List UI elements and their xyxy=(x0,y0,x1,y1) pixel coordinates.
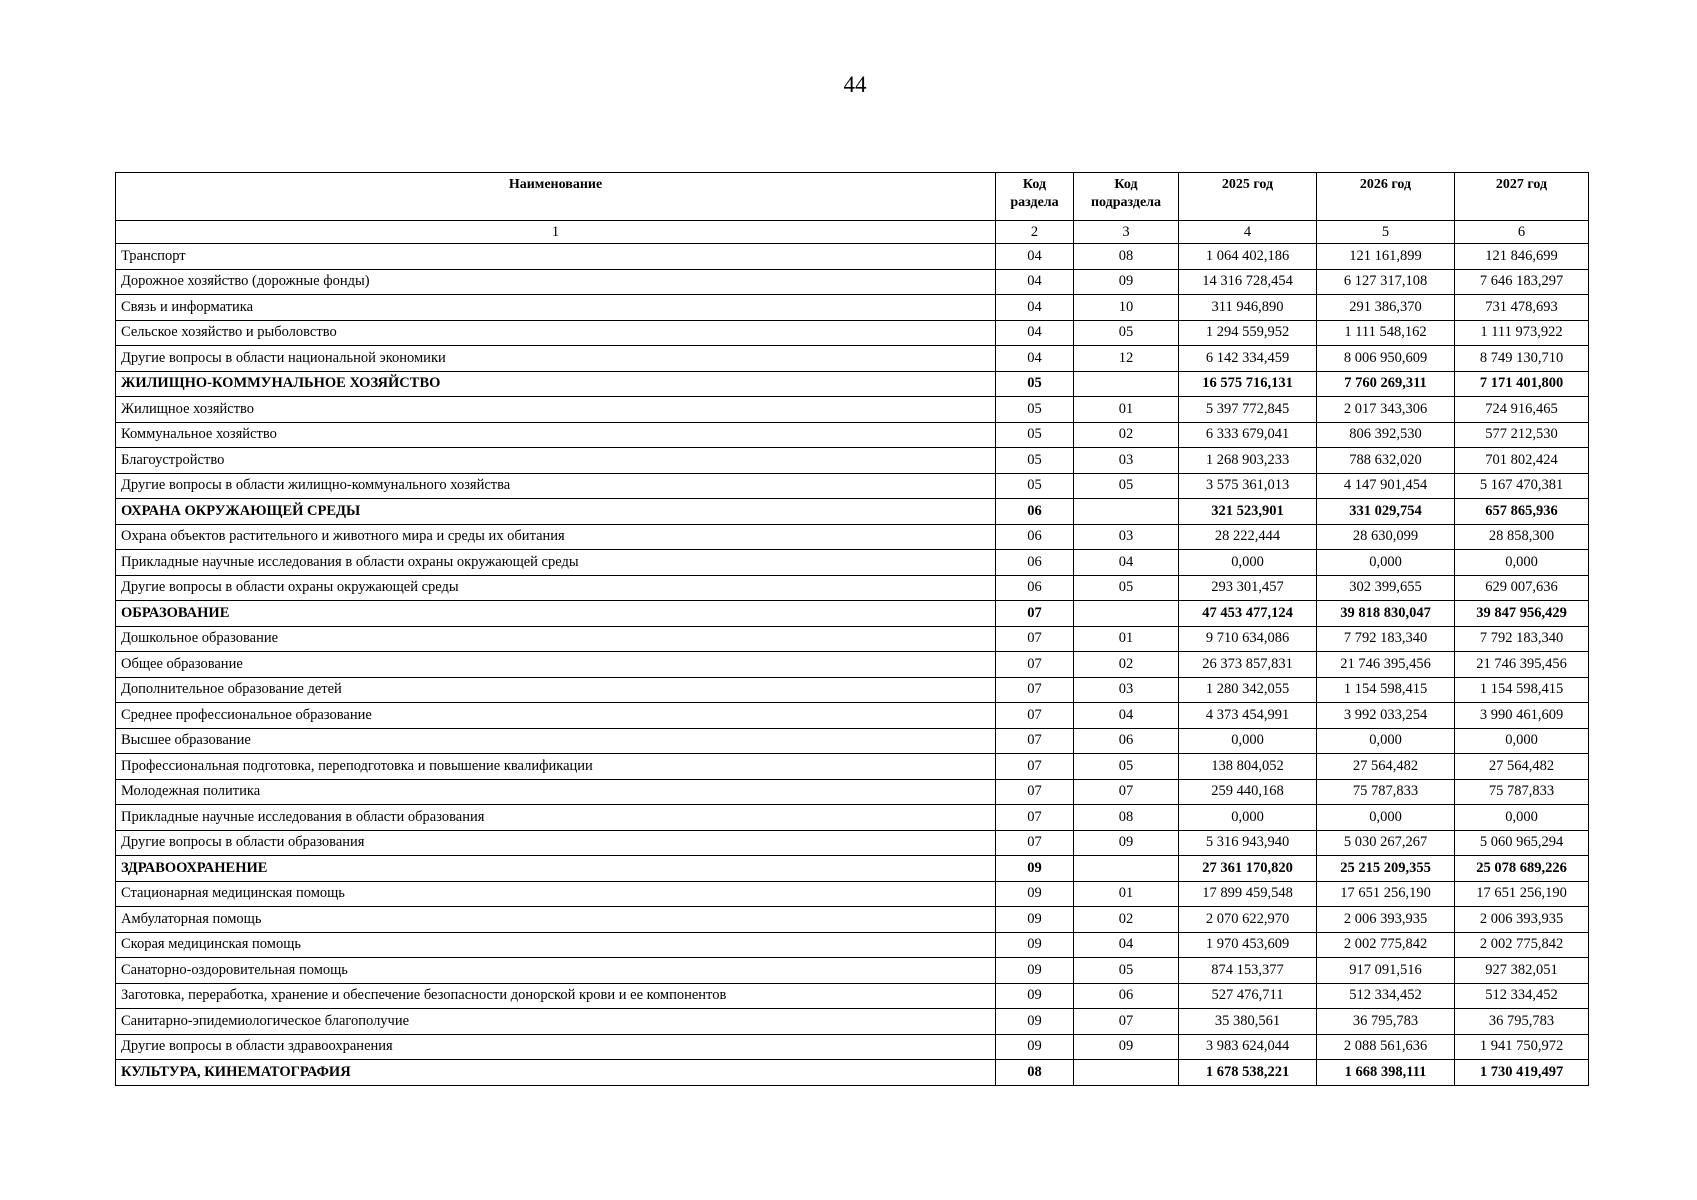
row-value-2027: 1 154 598,415 xyxy=(1455,677,1589,703)
row-name: Среднее профессиональное образование xyxy=(116,703,996,729)
row-value-2027: 7 171 401,800 xyxy=(1455,371,1589,397)
table-row xyxy=(116,728,1589,754)
row-value-2025: 35 380,561 xyxy=(1179,1009,1317,1035)
row-section-code: 05 xyxy=(996,371,1074,397)
row-value-2025: 47 453 477,124 xyxy=(1179,601,1317,627)
row-section-code: 07 xyxy=(996,805,1074,831)
row-value-2027: 17 651 256,190 xyxy=(1455,881,1589,907)
row-section-code: 06 xyxy=(996,499,1074,525)
row-value-2027: 7 792 183,340 xyxy=(1455,626,1589,652)
row-value-2027: 36 795,783 xyxy=(1455,1009,1589,1035)
row-value-2027: 701 802,424 xyxy=(1455,448,1589,474)
row-value-2027: 121 846,699 xyxy=(1455,244,1589,270)
row-value-2027: 7 646 183,297 xyxy=(1455,269,1589,295)
row-value-2026: 4 147 901,454 xyxy=(1317,473,1455,499)
table-row xyxy=(116,703,1589,729)
row-value-2026: 7 760 269,311 xyxy=(1317,371,1455,397)
row-value-2026: 3 992 033,254 xyxy=(1317,703,1455,729)
row-subsection-code: 09 xyxy=(1074,830,1179,856)
table-row xyxy=(116,932,1589,958)
header-row xyxy=(116,173,1589,221)
row-section-code: 09 xyxy=(996,932,1074,958)
row-name: Заготовка, переработка, хранение и обеспечение безопасности донорской крови и ее компонентов xyxy=(116,983,996,1009)
row-section-code: 07 xyxy=(996,779,1074,805)
row-value-2025: 27 361 170,820 xyxy=(1179,856,1317,882)
row-subsection-code: 12 xyxy=(1074,346,1179,372)
row-value-2027: 0,000 xyxy=(1455,728,1589,754)
row-value-2025: 3 575 361,013 xyxy=(1179,473,1317,499)
table-body xyxy=(116,244,1589,1086)
row-value-2027: 724 916,465 xyxy=(1455,397,1589,423)
header-year-2027: 2027 год xyxy=(1455,173,1589,221)
row-value-2026: 806 392,530 xyxy=(1317,422,1455,448)
row-subsection-code xyxy=(1074,371,1179,397)
row-value-2025: 4 373 454,991 xyxy=(1179,703,1317,729)
column-number: 6 xyxy=(1455,221,1589,244)
header-section-code: Код раздела xyxy=(996,173,1074,221)
column-number: 4 xyxy=(1179,221,1317,244)
header-year-2025: 2025 год xyxy=(1179,173,1317,221)
column-number: 3 xyxy=(1074,221,1179,244)
row-section-code: 07 xyxy=(996,626,1074,652)
table-row xyxy=(116,295,1589,321)
section-total-row xyxy=(116,499,1589,525)
row-value-2027: 577 212,530 xyxy=(1455,422,1589,448)
row-value-2026: 917 091,516 xyxy=(1317,958,1455,984)
header-subsection-code: Код подраздела xyxy=(1074,173,1179,221)
row-name: Профессиональная подготовка, переподготовка и повышение квалификации xyxy=(116,754,996,780)
row-value-2026: 1 111 548,162 xyxy=(1317,320,1455,346)
column-number: 5 xyxy=(1317,221,1455,244)
section-total-row xyxy=(116,1060,1589,1086)
row-section-code: 09 xyxy=(996,1034,1074,1060)
row-name: Другие вопросы в области образования xyxy=(116,830,996,856)
row-subsection-code: 05 xyxy=(1074,754,1179,780)
table-header xyxy=(116,173,1589,244)
row-section-code: 05 xyxy=(996,448,1074,474)
row-name: Стационарная медицинская помощь xyxy=(116,881,996,907)
row-value-2025: 1 678 538,221 xyxy=(1179,1060,1317,1086)
row-subsection-code: 08 xyxy=(1074,805,1179,831)
section-total-row xyxy=(116,371,1589,397)
row-section-code: 07 xyxy=(996,728,1074,754)
row-value-2026: 331 029,754 xyxy=(1317,499,1455,525)
row-name: Дорожное хозяйство (дорожные фонды) xyxy=(116,269,996,295)
row-subsection-code: 06 xyxy=(1074,983,1179,1009)
table-row xyxy=(116,346,1589,372)
row-name: Другие вопросы в области жилищно-коммунального хозяйства xyxy=(116,473,996,499)
row-value-2027: 629 007,636 xyxy=(1455,575,1589,601)
row-value-2025: 0,000 xyxy=(1179,550,1317,576)
row-subsection-code: 04 xyxy=(1074,932,1179,958)
row-value-2027: 927 382,051 xyxy=(1455,958,1589,984)
table-row xyxy=(116,958,1589,984)
row-value-2026: 291 386,370 xyxy=(1317,295,1455,321)
row-value-2025: 293 301,457 xyxy=(1179,575,1317,601)
row-subsection-code: 05 xyxy=(1074,575,1179,601)
row-value-2025: 1 064 402,186 xyxy=(1179,244,1317,270)
row-value-2026: 7 792 183,340 xyxy=(1317,626,1455,652)
row-subsection-code: 05 xyxy=(1074,473,1179,499)
row-section-code: 07 xyxy=(996,703,1074,729)
row-value-2026: 27 564,482 xyxy=(1317,754,1455,780)
row-value-2026: 1 154 598,415 xyxy=(1317,677,1455,703)
row-subsection-code: 01 xyxy=(1074,881,1179,907)
row-value-2026: 302 399,655 xyxy=(1317,575,1455,601)
row-section-code: 04 xyxy=(996,346,1074,372)
row-value-2025: 0,000 xyxy=(1179,805,1317,831)
row-value-2027: 1 111 973,922 xyxy=(1455,320,1589,346)
row-section-code: 04 xyxy=(996,320,1074,346)
row-value-2025: 3 983 624,044 xyxy=(1179,1034,1317,1060)
row-name: КУЛЬТУРА, КИНЕМАТОГРАФИЯ xyxy=(116,1060,996,1086)
table-row xyxy=(116,881,1589,907)
row-value-2027: 731 478,693 xyxy=(1455,295,1589,321)
row-value-2025: 0,000 xyxy=(1179,728,1317,754)
row-section-code: 07 xyxy=(996,754,1074,780)
row-subsection-code xyxy=(1074,856,1179,882)
row-value-2027: 39 847 956,429 xyxy=(1455,601,1589,627)
row-name: ОБРАЗОВАНИЕ xyxy=(116,601,996,627)
row-value-2025: 16 575 716,131 xyxy=(1179,371,1317,397)
row-value-2027: 512 334,452 xyxy=(1455,983,1589,1009)
row-section-code: 07 xyxy=(996,677,1074,703)
row-name: Молодежная политика xyxy=(116,779,996,805)
row-name: Амбулаторная помощь xyxy=(116,907,996,933)
row-value-2027: 2 006 393,935 xyxy=(1455,907,1589,933)
row-value-2026: 21 746 395,456 xyxy=(1317,652,1455,678)
row-section-code: 08 xyxy=(996,1060,1074,1086)
row-value-2027: 1 941 750,972 xyxy=(1455,1034,1589,1060)
row-value-2025: 321 523,901 xyxy=(1179,499,1317,525)
row-value-2027: 25 078 689,226 xyxy=(1455,856,1589,882)
row-value-2025: 17 899 459,548 xyxy=(1179,881,1317,907)
row-value-2025: 28 222,444 xyxy=(1179,524,1317,550)
row-value-2027: 5 060 965,294 xyxy=(1455,830,1589,856)
table-row xyxy=(116,422,1589,448)
row-value-2025: 6 333 679,041 xyxy=(1179,422,1317,448)
row-subsection-code: 02 xyxy=(1074,422,1179,448)
row-subsection-code: 08 xyxy=(1074,244,1179,270)
table-row xyxy=(116,652,1589,678)
row-section-code: 06 xyxy=(996,575,1074,601)
row-name: Дополнительное образование детей xyxy=(116,677,996,703)
header-name: Наименование xyxy=(116,173,996,221)
table-row xyxy=(116,677,1589,703)
row-name: Другие вопросы в области национальной экономики xyxy=(116,346,996,372)
row-name: ОХРАНА ОКРУЖАЮЩЕЙ СРЕДЫ xyxy=(116,499,996,525)
row-subsection-code: 04 xyxy=(1074,550,1179,576)
row-value-2025: 5 397 772,845 xyxy=(1179,397,1317,423)
row-section-code: 05 xyxy=(996,397,1074,423)
row-subsection-code: 05 xyxy=(1074,320,1179,346)
row-value-2025: 26 373 857,831 xyxy=(1179,652,1317,678)
row-name: Санитарно-эпидемиологическое благополучие xyxy=(116,1009,996,1035)
row-value-2025: 1 294 559,952 xyxy=(1179,320,1317,346)
row-value-2025: 6 142 334,459 xyxy=(1179,346,1317,372)
row-name: Общее образование xyxy=(116,652,996,678)
row-value-2025: 9 710 634,086 xyxy=(1179,626,1317,652)
row-value-2026: 6 127 317,108 xyxy=(1317,269,1455,295)
row-section-code: 07 xyxy=(996,830,1074,856)
row-value-2025: 1 280 342,055 xyxy=(1179,677,1317,703)
column-number: 1 xyxy=(116,221,996,244)
row-value-2027: 28 858,300 xyxy=(1455,524,1589,550)
row-value-2027: 0,000 xyxy=(1455,550,1589,576)
row-subsection-code xyxy=(1074,499,1179,525)
page-number: 44 xyxy=(843,72,867,97)
row-subsection-code xyxy=(1074,1060,1179,1086)
row-subsection-code xyxy=(1074,601,1179,627)
row-value-2026: 8 006 950,609 xyxy=(1317,346,1455,372)
table-row xyxy=(116,830,1589,856)
table-row xyxy=(116,983,1589,1009)
row-name: Транспорт xyxy=(116,244,996,270)
row-value-2027: 75 787,833 xyxy=(1455,779,1589,805)
table-row xyxy=(116,805,1589,831)
row-name: Дошкольное образование xyxy=(116,626,996,652)
row-name: Прикладные научные исследования в области охраны окружающей среды xyxy=(116,550,996,576)
row-value-2026: 1 668 398,111 xyxy=(1317,1060,1455,1086)
row-value-2027: 27 564,482 xyxy=(1455,754,1589,780)
row-value-2026: 2 006 393,935 xyxy=(1317,907,1455,933)
row-section-code: 09 xyxy=(996,1009,1074,1035)
row-name: ЗДРАВООХРАНЕНИЕ xyxy=(116,856,996,882)
table-row xyxy=(116,448,1589,474)
row-section-code: 06 xyxy=(996,524,1074,550)
row-name: Скорая медицинская помощь xyxy=(116,932,996,958)
row-value-2025: 2 070 622,970 xyxy=(1179,907,1317,933)
row-subsection-code: 06 xyxy=(1074,728,1179,754)
row-value-2027: 5 167 470,381 xyxy=(1455,473,1589,499)
table-row xyxy=(116,779,1589,805)
row-section-code: 09 xyxy=(996,856,1074,882)
row-name: Охрана объектов растительного и животного мира и среды их обитания xyxy=(116,524,996,550)
row-value-2027: 2 002 775,842 xyxy=(1455,932,1589,958)
row-value-2025: 1 268 903,233 xyxy=(1179,448,1317,474)
row-value-2025: 5 316 943,940 xyxy=(1179,830,1317,856)
row-section-code: 09 xyxy=(996,881,1074,907)
row-value-2026: 5 030 267,267 xyxy=(1317,830,1455,856)
row-subsection-code: 03 xyxy=(1074,524,1179,550)
table-row xyxy=(116,524,1589,550)
row-subsection-code: 04 xyxy=(1074,703,1179,729)
row-value-2025: 14 316 728,454 xyxy=(1179,269,1317,295)
row-value-2027: 0,000 xyxy=(1455,805,1589,831)
row-value-2025: 874 153,377 xyxy=(1179,958,1317,984)
row-subsection-code: 03 xyxy=(1074,448,1179,474)
row-value-2025: 259 440,168 xyxy=(1179,779,1317,805)
table-row xyxy=(116,1009,1589,1035)
row-value-2027: 3 990 461,609 xyxy=(1455,703,1589,729)
row-value-2026: 788 632,020 xyxy=(1317,448,1455,474)
row-name: Другие вопросы в области здравоохранения xyxy=(116,1034,996,1060)
row-subsection-code: 05 xyxy=(1074,958,1179,984)
table-row xyxy=(116,626,1589,652)
row-name: Другие вопросы в области охраны окружающей среды xyxy=(116,575,996,601)
row-value-2027: 8 749 130,710 xyxy=(1455,346,1589,372)
row-section-code: 04 xyxy=(996,295,1074,321)
row-value-2025: 138 804,052 xyxy=(1179,754,1317,780)
row-name: Прикладные научные исследования в области образования xyxy=(116,805,996,831)
row-value-2026: 75 787,833 xyxy=(1317,779,1455,805)
row-value-2027: 21 746 395,456 xyxy=(1455,652,1589,678)
row-value-2027: 1 730 419,497 xyxy=(1455,1060,1589,1086)
row-value-2026: 28 630,099 xyxy=(1317,524,1455,550)
row-section-code: 07 xyxy=(996,601,1074,627)
row-value-2026: 0,000 xyxy=(1317,728,1455,754)
row-name: Высшее образование xyxy=(116,728,996,754)
row-subsection-code: 02 xyxy=(1074,907,1179,933)
row-section-code: 05 xyxy=(996,422,1074,448)
row-section-code: 05 xyxy=(996,473,1074,499)
header-year-2026: 2026 год xyxy=(1317,173,1455,221)
row-subsection-code: 02 xyxy=(1074,652,1179,678)
row-value-2026: 25 215 209,355 xyxy=(1317,856,1455,882)
row-value-2026: 2 088 561,636 xyxy=(1317,1034,1455,1060)
row-subsection-code: 09 xyxy=(1074,269,1179,295)
table-row xyxy=(116,907,1589,933)
row-name: Благоустройство xyxy=(116,448,996,474)
row-section-code: 07 xyxy=(996,652,1074,678)
table-row xyxy=(116,575,1589,601)
row-value-2026: 0,000 xyxy=(1317,550,1455,576)
column-number: 2 xyxy=(996,221,1074,244)
row-name: Санаторно-оздоровительная помощь xyxy=(116,958,996,984)
row-subsection-code: 10 xyxy=(1074,295,1179,321)
row-subsection-code: 09 xyxy=(1074,1034,1179,1060)
table-row xyxy=(116,320,1589,346)
row-section-code: 06 xyxy=(996,550,1074,576)
row-name: ЖИЛИЩНО-КОММУНАЛЬНОЕ ХОЗЯЙСТВО xyxy=(116,371,996,397)
row-section-code: 09 xyxy=(996,907,1074,933)
row-subsection-code: 03 xyxy=(1074,677,1179,703)
row-subsection-code: 07 xyxy=(1074,1009,1179,1035)
table-row xyxy=(116,754,1589,780)
row-value-2026: 36 795,783 xyxy=(1317,1009,1455,1035)
row-value-2025: 311 946,890 xyxy=(1179,295,1317,321)
table-row xyxy=(116,473,1589,499)
table-row xyxy=(116,397,1589,423)
row-value-2026: 39 818 830,047 xyxy=(1317,601,1455,627)
row-value-2026: 2 002 775,842 xyxy=(1317,932,1455,958)
row-value-2025: 527 476,711 xyxy=(1179,983,1317,1009)
row-name: Коммунальное хозяйство xyxy=(116,422,996,448)
table-row xyxy=(116,550,1589,576)
row-section-code: 09 xyxy=(996,983,1074,1009)
row-value-2027: 657 865,936 xyxy=(1455,499,1589,525)
row-value-2026: 121 161,899 xyxy=(1317,244,1455,270)
budget-table xyxy=(115,172,1589,1086)
row-name: Сельское хозяйство и рыболовство xyxy=(116,320,996,346)
row-subsection-code: 01 xyxy=(1074,397,1179,423)
row-value-2026: 0,000 xyxy=(1317,805,1455,831)
row-name: Жилищное хозяйство xyxy=(116,397,996,423)
row-subsection-code: 01 xyxy=(1074,626,1179,652)
table-row xyxy=(116,269,1589,295)
section-total-row xyxy=(116,856,1589,882)
row-section-code: 09 xyxy=(996,958,1074,984)
row-section-code: 04 xyxy=(996,269,1074,295)
row-section-code: 04 xyxy=(996,244,1074,270)
row-value-2026: 17 651 256,190 xyxy=(1317,881,1455,907)
row-value-2025: 1 970 453,609 xyxy=(1179,932,1317,958)
row-subsection-code: 07 xyxy=(1074,779,1179,805)
table-row xyxy=(116,1034,1589,1060)
column-number-row xyxy=(116,221,1589,244)
table-row xyxy=(116,244,1589,270)
row-value-2026: 512 334,452 xyxy=(1317,983,1455,1009)
row-value-2026: 2 017 343,306 xyxy=(1317,397,1455,423)
section-total-row xyxy=(116,601,1589,627)
row-name: Связь и информатика xyxy=(116,295,996,321)
